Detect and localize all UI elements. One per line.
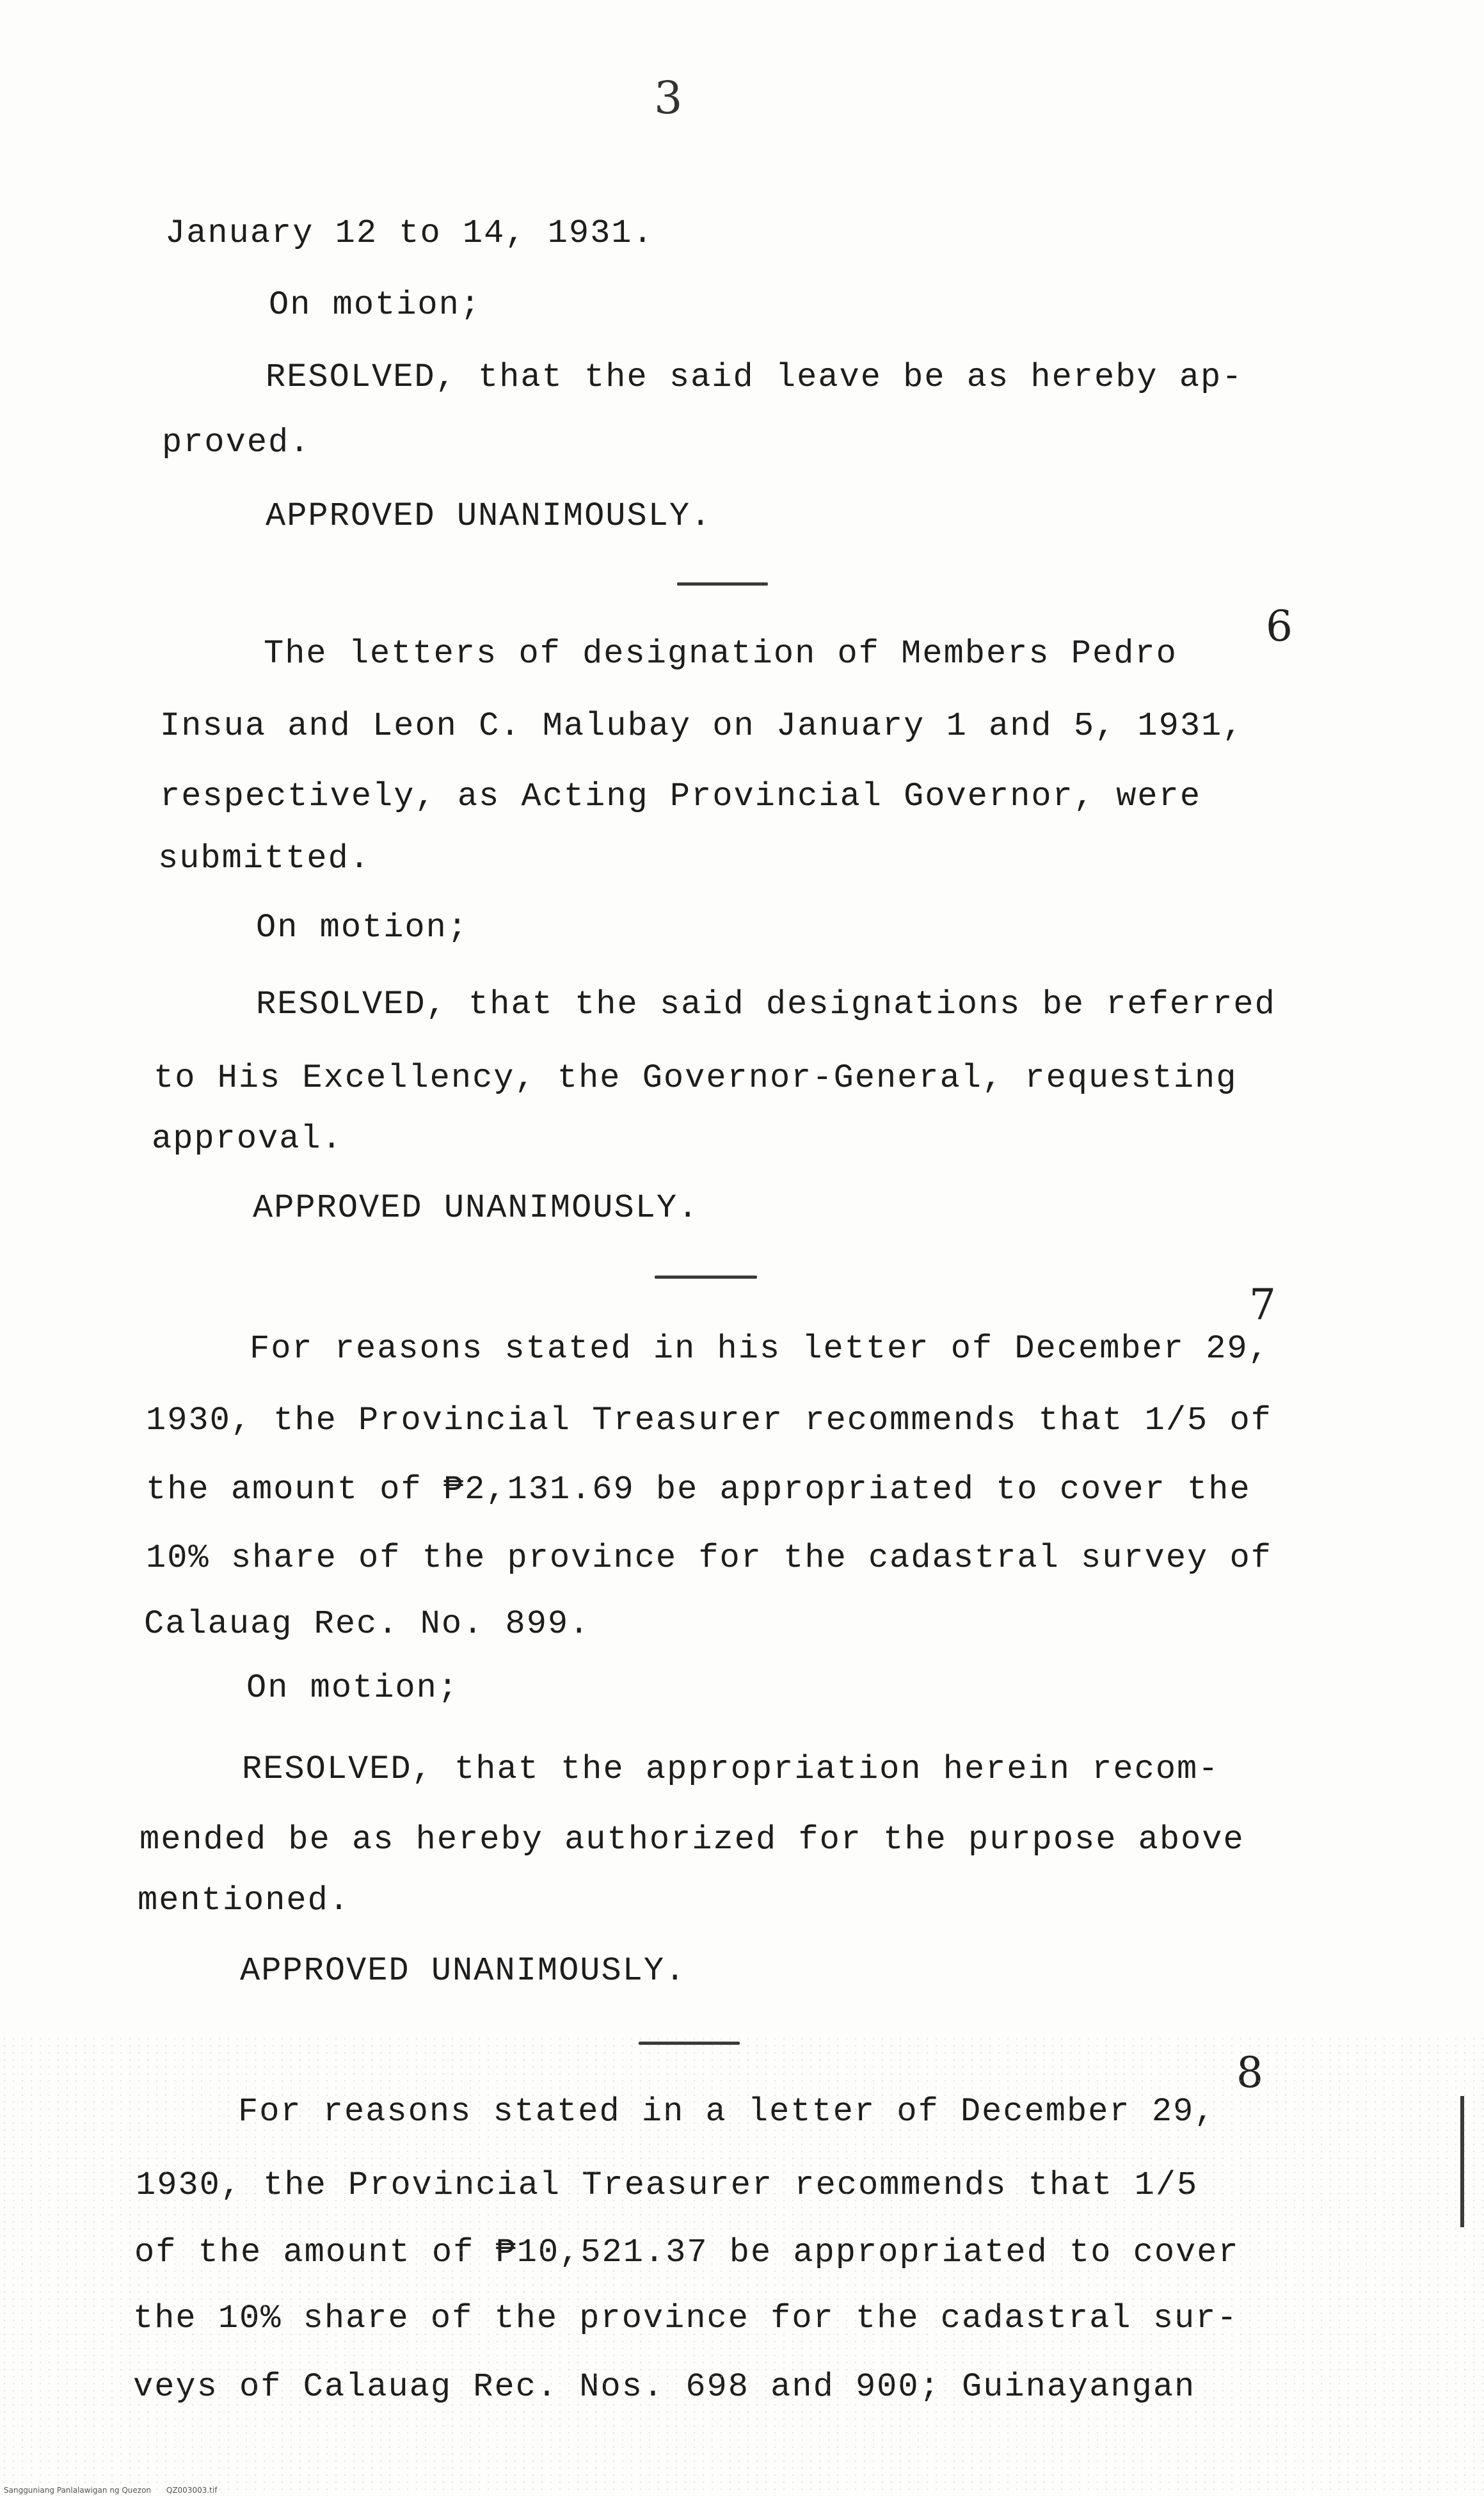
text-line: RESOLVED, that the appropriation herein recom-	[242, 1750, 1220, 1788]
item-number: 6	[1266, 602, 1293, 651]
footer-file: QZ003003.tif	[166, 2486, 218, 2495]
item-number: 8	[1236, 2048, 1263, 2097]
text-line: January 12 to 14, 1931.	[165, 214, 654, 252]
text-line: 1930, the Provincial Treasurer recommends that 1/5	[136, 2166, 1199, 2204]
text-line: approval.	[152, 1120, 343, 1158]
text-line: APPROVED UNANIMOUSLY.	[266, 497, 712, 535]
text-line: the amount of ₱2,131.69 be appropriated to cover the	[146, 1471, 1251, 1508]
text-line: mended be as hereby authorized for the purpose above	[140, 1821, 1245, 1859]
text-line: respectively, as Acting Provincial Governor, were	[160, 778, 1202, 815]
text-line: Insua and Leon C. Malubay on January 1 and 5, 1931,	[160, 707, 1244, 745]
text-line: Calauag Rec. No. 899.	[144, 1605, 591, 1643]
footer-source: Sangguniang Panlalawigan ng Quezon	[4, 2486, 152, 2495]
text-line: On motion;	[246, 1669, 459, 1707]
section-divider	[677, 582, 768, 586]
page-number: 3	[654, 72, 683, 124]
text-line: For reasons stated in a letter of December 29,	[238, 2093, 1216, 2131]
text-line: APPROVED UNANIMOUSLY.	[240, 1952, 687, 1990]
text-line: 10% share of the province for the cadastral survey of	[146, 1539, 1272, 1577]
text-line: of the amount of ₱10,521.37 be appropriated to cover	[134, 2234, 1240, 2271]
text-line: For reasons stated in his letter of December 29,	[250, 1330, 1270, 1368]
text-line: to His Excellency, the Governor-General, requesting	[154, 1059, 1238, 1097]
text-line: On motion;	[256, 909, 469, 947]
section-divider	[655, 1276, 757, 1279]
text-line: 1930, the Provincial Treasurer recommends that 1/5 of	[146, 1402, 1272, 1439]
text-line: proved.	[162, 424, 311, 461]
text-line: RESOLVED, that the said leave be as hereby ap-	[266, 358, 1243, 396]
item-number: 7	[1249, 1280, 1276, 1329]
scan-footer	[4, 2486, 230, 2495]
text-line: APPROVED UNANIMOUSLY.	[253, 1189, 699, 1227]
text-line: The letters of designation of Members Pedro	[264, 635, 1177, 673]
text-line: submitted.	[158, 840, 371, 877]
text-line: mentioned.	[138, 1882, 351, 1919]
scan-noise	[0, 2035, 1484, 2496]
text-line: On motion;	[269, 286, 482, 324]
text-line: the 10% share of the province for the cadastral sur-	[133, 2300, 1238, 2337]
text-line: veys of Calauag Rec. Nos. 698 and 900; Guinayangan	[133, 2368, 1196, 2406]
text-line: RESOLVED, that the said designations be referred	[256, 986, 1276, 1023]
